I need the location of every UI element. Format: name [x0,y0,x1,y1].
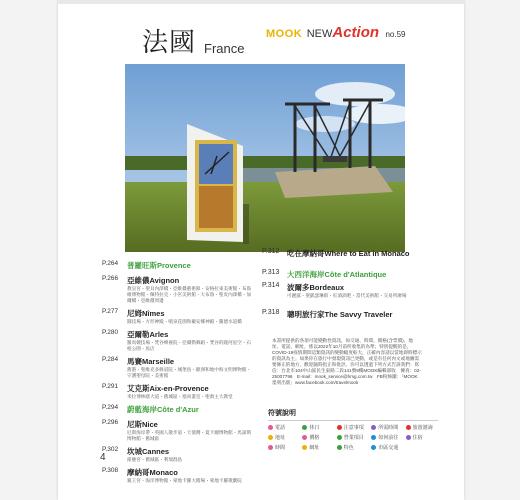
toc-city-desc: 尼斯海岸帶・英國人散步道・天使灣・夏卡爾博物館・馬諦斯博物館・舊城區 [127,430,252,441]
hotel-icon [406,435,411,440]
toc-page-number: P.284 [102,356,119,363]
toc-city-desc: 米拉博林蔭大道・舊城區・塞尚畫室・聖救主大教堂 [127,394,233,399]
price-icon [302,435,307,440]
legend-item-business [337,434,369,441]
cover-photo-langlois-bridge [125,64,405,252]
legend-label: 價格 [309,435,320,441]
brand-logo [266,24,406,42]
toc-page-number: P.266 [102,275,119,282]
address-icon [268,435,273,440]
legend-item-transit [371,444,403,451]
legend-label: 電話 [275,425,286,431]
toc-entry-arles[interactable] [102,329,252,352]
toc-city-title: 坎城Cannes [127,447,170,456]
toc-city-desc: 可麗露・聖凱瑟琳街・紅酒酒吧・當代美術館・交易所廣場 [287,293,407,298]
toc-entry-aix[interactable] [102,383,252,400]
table-of-contents-right [262,248,432,322]
toc-page-number: P.318 [262,309,280,316]
toc-city-title: 尼姆Nîmes [127,309,165,318]
toc-entry-where-to-eat[interactable] [262,248,432,259]
legend-item-info [406,424,438,431]
toc-entry-cannes[interactable] [102,446,252,463]
toc-entry-monaco[interactable] [102,467,252,484]
phone-icon [268,425,273,430]
toc-city-desc: 羅馬競技場・梵谷療養院・亞爾勒舞蹈・梵谷的隆河星空・石棺公園・魚店 [127,340,252,351]
legend-label: 時間 [275,445,286,451]
issue-number: no.59 [385,30,406,39]
toc-city-title: 艾克斯Aix-en-Provence [127,384,209,393]
toc-entry-cote-dazur[interactable] [102,404,252,415]
top-bar [58,0,464,4]
brand-action: Action [332,24,380,41]
legend-label: 營業項目 [343,435,364,441]
legend-label: 休日 [309,425,320,431]
toc-region-title: 大西洋海岸Côte d'Atlantique [287,270,387,279]
legend-item-hotel [406,434,438,441]
toc-entry-savvy-traveler[interactable] [262,309,432,320]
legend-item-time [268,444,300,451]
toc-section-title: 吃在摩納哥Where to Eat in Monaco [287,249,410,258]
page-title-english: France [204,41,245,56]
info-icon [406,425,411,430]
legend-label: 住宿 [412,435,423,441]
toc-city-title: 亞爾勒Arles [127,330,169,339]
toc-page-number: P.277 [102,308,119,315]
toc-city-desc: 舊港・聖維克多修道院・城堡島・歐洲和地中海文明博物館・守護聖母院・美術館 [127,367,252,378]
legend-label: 如何前往 [378,435,399,441]
symbol-legend [268,408,438,451]
toc-page-number: P.313 [262,269,280,276]
toc-city-title: 波爾多Bordeaux [287,283,345,292]
legend-title: 符號說明 [268,408,438,421]
toc-city-desc: 教皇宮・聖貝內澤橋・亞維儂藝術節・安格拉東美術館・布魯維博物館・佩特拉克・小宮美術館・大布魯・聖皮內澤橋・加爾橋・亞維儂周邊 [127,286,252,303]
toc-region-title: 普羅旺斯Provence [127,261,191,270]
photo-illustration [125,64,405,252]
duration-icon [371,425,376,430]
business-icon [337,435,342,440]
toc-page-number: P.280 [102,329,119,336]
toc-city-title: 尼斯Nice [127,420,158,429]
legend-item-price [302,434,334,441]
toc-entry-marseille[interactable] [102,356,252,379]
legend-label: 特色 [343,445,354,451]
toc-city-desc: 親王宮・海洋博物館・蒙地卡羅大賭場・蒙地卡羅歌劇院 [127,478,242,483]
brand-mook: MOOK [266,28,303,40]
toc-entry-atlantique[interactable] [262,269,432,280]
toc-page-number: P.294 [102,404,119,411]
toc-page-number: P.302 [102,446,119,453]
toc-city-title: 亞維儂Avignon [127,276,180,285]
page-title-chinese: 法國 [142,28,197,58]
toc-region-title: 蔚藍海岸Côte d'Azur [127,405,199,414]
legend-item-closed [302,424,334,431]
toc-city-title: 摩納哥Monaco [127,468,178,477]
toc-page-number: P.308 [102,467,119,474]
toc-city-desc: 圓技場・方形神殿・噴泉花園和戴安娜神殿・羅德水道橋 [127,319,242,324]
toc-entry-bordeaux[interactable] [262,282,432,299]
brand-new: NEW [306,28,333,40]
legend-label: 所需時間 [378,425,399,431]
access-icon [371,435,376,440]
legend-item-notes [337,424,369,431]
toc-entry-avignon[interactable] [102,275,252,304]
legend-item-phone [268,424,300,431]
clock-icon [268,445,273,450]
toc-city-title: 馬賽Marseille [127,357,175,366]
legend-item-feature [337,444,369,451]
toc-page-number: P.312 [262,248,280,255]
notice-icon [337,425,342,430]
toc-entry-nimes[interactable] [102,308,252,325]
legend-label: 市區交通 [378,445,399,451]
legend-item-duration [371,424,403,431]
table-of-contents-left [102,260,252,488]
toc-page-number: P.314 [262,282,280,289]
toc-entry-provence[interactable] [102,260,252,271]
toc-section-title: 聰明旅行家The Savvy Traveler [287,310,393,319]
toc-page-number: P.264 [102,260,119,267]
book-page [58,0,464,500]
legend-item-web [302,444,334,451]
legend-label: 注意事項 [343,425,364,431]
web-icon [302,445,307,450]
transit-icon [371,445,376,450]
legend-item-address [268,434,300,441]
legend-label: 地址 [275,435,286,441]
feature-icon [337,445,342,450]
legend-item-access [371,434,403,441]
closed-day-icon [302,425,307,430]
legend-grid [268,424,438,451]
legend-label: 旅遊諮詢 [412,425,433,431]
editorial-note: 本書所提供的各項可能變動性資訊，如交通、時間、價格(含票價)、地址、電話、網址，係以2022年10月前所收集的為準；特別提醒的是，COVID-19疫情期間這類資訊的變動幅度較大，正確內容請以當地即時標示的資訊為主。如果你在旅行中發現資訊已更動，或是有任何內文或地圖需要修正的地方，歡迎隨時指正和批評。你可以透過下列方式告訴我們：寫信：台北市104中山區民生東路二段141號9樓MOOK編輯部收 傳真：02-25007796 E-mail：mook_service@hmg.com.tw FB粉絲團：「MOOK墨刻出版」www.facebook.com/travelmook [272,338,422,385]
toc-page-number: P.291 [102,383,119,390]
page-number: 4 [100,452,106,463]
toc-city-desc: 節慶宮・舊城區・利瑞群島 [127,457,183,462]
toc-page-number: P.296 [102,419,119,426]
toc-entry-nice[interactable] [102,419,252,442]
legend-label: 網址 [309,445,320,451]
